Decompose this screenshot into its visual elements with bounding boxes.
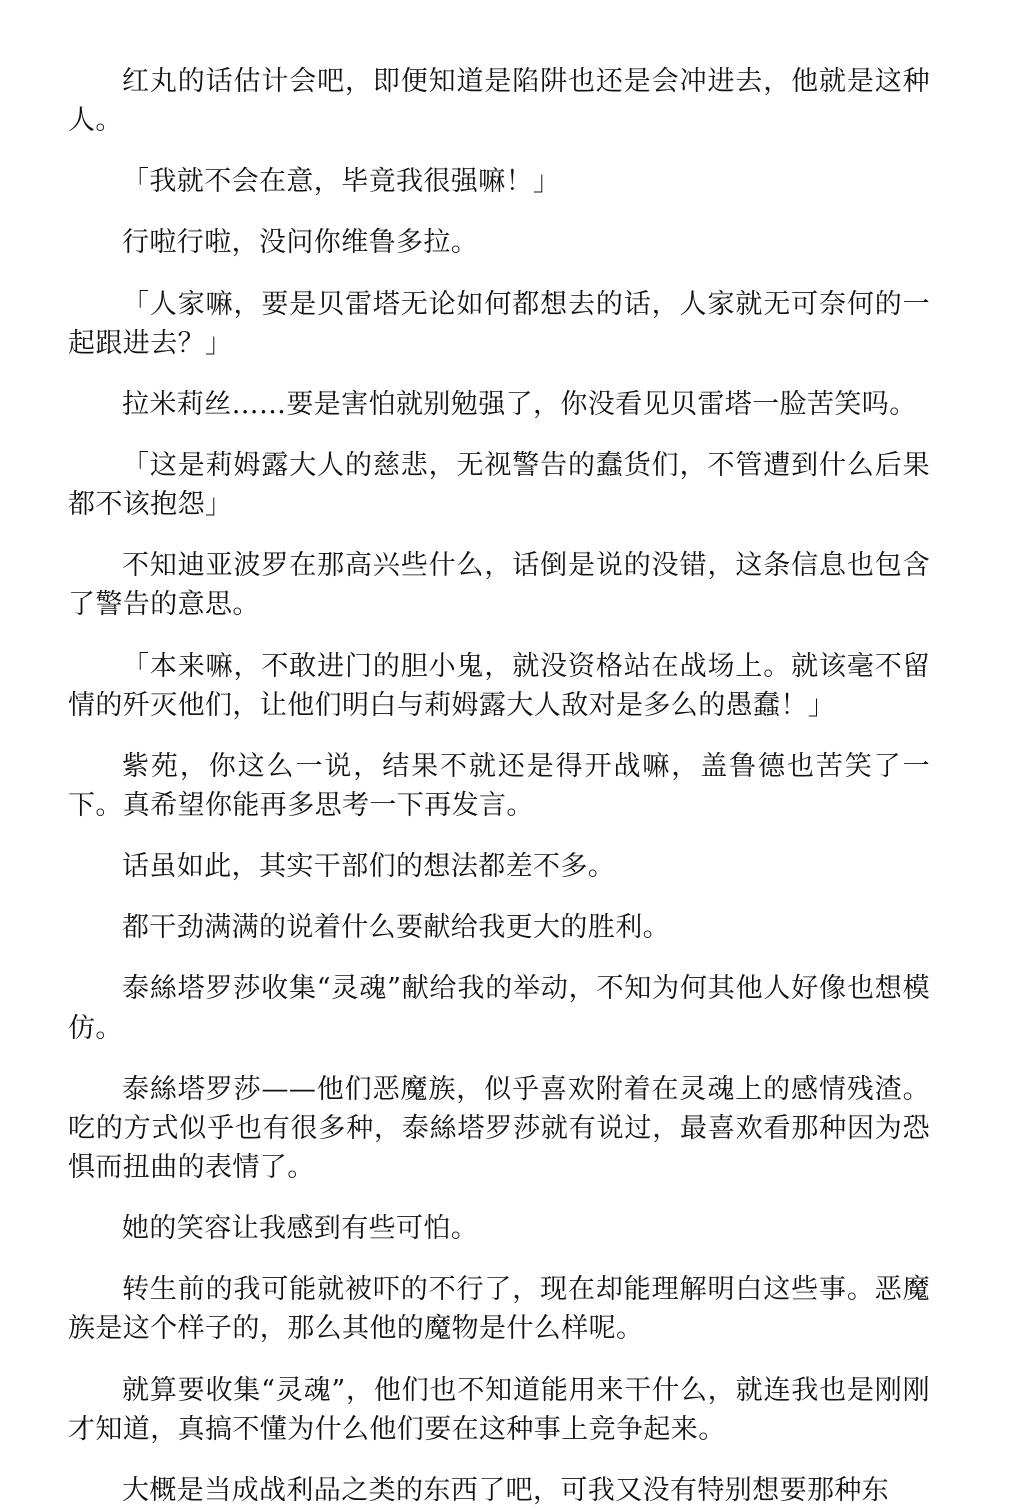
paragraph: 行啦行啦，没问你维鲁多拉。 (122, 227, 479, 259)
paragraph: 就算要收集“灵魂”，他们也不知道能用来干什么，就连我也是刚刚才知道，真搞不懂为什么他们要在这种事上竞争起来。 (68, 1374, 930, 1445)
paragraph: 「人家嘛，要是贝雷塔无论如何都想去的话，人家就无可奈何的一起跟进去？」 (68, 288, 930, 359)
paragraph: 「本来嘛，不敢进门的胆小鬼，就没资格站在战场上。就该毫不留情的歼灭他们，让他们明白与莉姆露大人敌对是多么的愚蠢！」 (68, 650, 930, 721)
paragraph: 「我就不会在意，毕竟我很强嘛！」 (122, 166, 561, 198)
paragraph: 话虽如此，其实干部们的想法都差不多。 (122, 851, 616, 883)
paragraph: 她的笑容让我感到有些可怕。 (122, 1213, 479, 1245)
paragraph: 不知迪亚波罗在那高兴些什么，话倒是说的没错，这条信息也包含了警告的意思。 (68, 550, 930, 621)
paragraph: 紫苑，你这么一说，结果不就还是得开战嘛，盖鲁德也苦笑了一下。真希望你能再多思考一下再发言。 (68, 750, 930, 821)
paragraph: 红丸的话估计会吧，即便知道是陷阱也还是会冲进去，他就是这种人。 (68, 66, 930, 137)
paragraph-truncated: 大概是当成战利品之类的东西了吧，可我又没有特别想要那种东 (122, 1474, 890, 1506)
paragraph: 都干劲满满的说着什么要献给我更大的胜利。 (122, 912, 670, 944)
paragraph: 泰絲塔罗莎收集“灵魂”献给我的举动，不知为何其他人好像也想模仿。 (68, 973, 930, 1044)
paragraph: 泰絲塔罗莎——他们恶魔族，似乎喜欢附着在灵魂上的感情残渣。吃的方式似乎也有很多种，泰絲塔罗莎就有说过，最喜欢看那种因为恐惧而扭曲的表情了。 (68, 1073, 930, 1183)
paragraph: 转生前的我可能就被吓的不行了，现在却能理解明白这些事。恶魔族是这个样子的，那么其他的魔物是什么样呢。 (68, 1274, 930, 1345)
paragraph: 「这是莉姆露大人的慈悲，无视警告的蠢货们，不管遭到什么后果都不该抱怨」 (68, 449, 930, 521)
body-text-column (68, 62, 930, 1510)
paragraph: 拉米莉丝……要是害怕就别勉强了，你没看见贝雷塔一脸苦笑吗。 (122, 388, 917, 420)
